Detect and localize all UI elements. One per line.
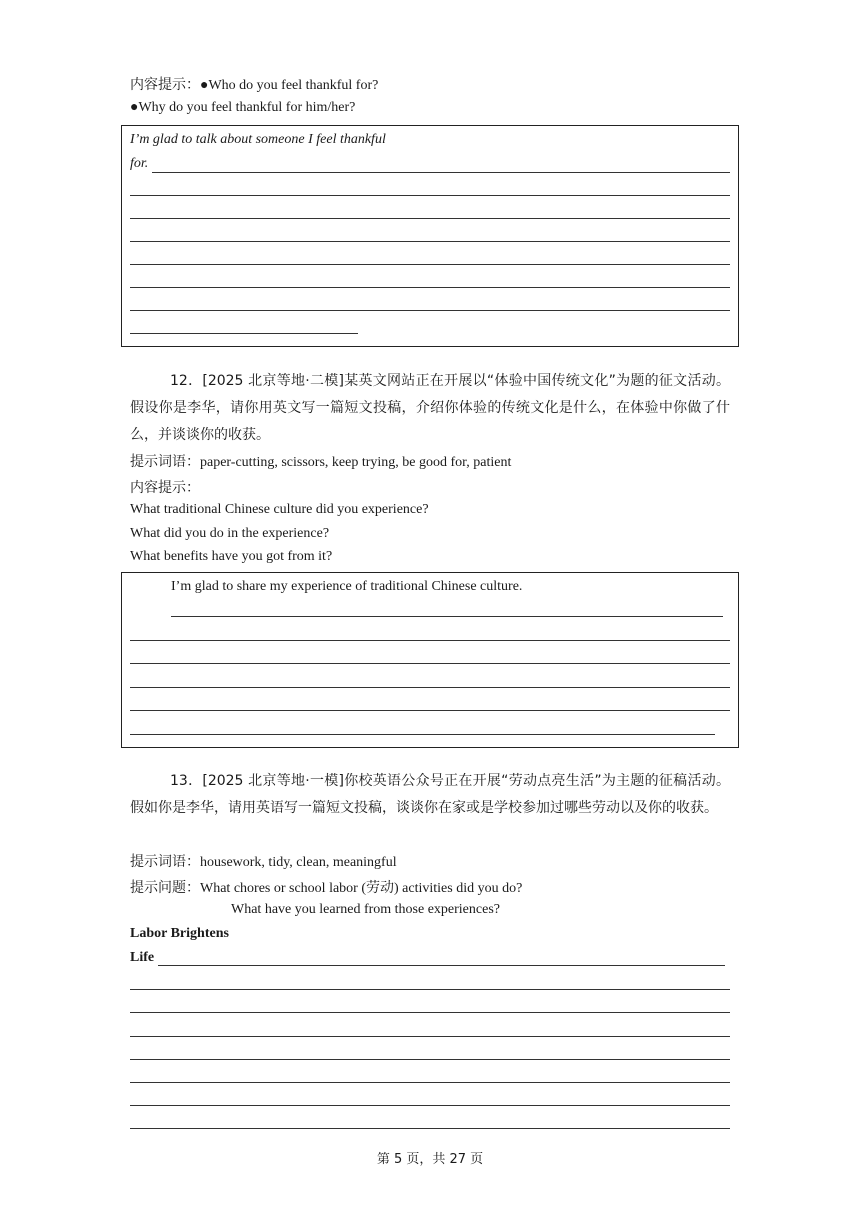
q11-writing-line[interactable] [130, 333, 358, 334]
q11-box-line2: for. [130, 156, 149, 171]
q11-hint-1 [130, 74, 378, 94]
q11-hint-prefix: 内容提示： [130, 77, 200, 93]
q11-hint-q1: ●Who do you feel thankful for? [200, 78, 379, 93]
q13-writing-line[interactable] [130, 1059, 730, 1060]
q13-writing-line[interactable] [130, 1082, 730, 1083]
q13-writing-line[interactable] [130, 1128, 730, 1129]
q13-question-1: 提示问题：What chores or school labor (劳动) activities did you do? [130, 881, 523, 896]
page-footer: 第 5 页，共 27 页 [376, 1152, 484, 1167]
q11-writing-line[interactable] [130, 287, 730, 288]
q13-keywords: 提示词语：housework, tidy, clean, meaningful [130, 855, 397, 870]
q12-keywords: 提示词语：paper-cutting, scissors, keep trying, be good for, patient [130, 455, 512, 470]
q12-question-1: What traditional Chinese culture did you experience? [130, 502, 429, 517]
q12-answer-box [121, 572, 739, 748]
q11-box-line1: I’m glad to talk about someone I feel thankful [130, 132, 386, 147]
q13-writing-line[interactable] [130, 1012, 730, 1013]
q12-writing-line[interactable] [130, 640, 730, 641]
q11-writing-line[interactable] [152, 172, 730, 173]
q13-title-2: Life [130, 950, 155, 965]
q13-prompt: 13．[2025 北京等地·一模]你校英语公众号正在开展“劳动点亮生活”为主题的征稿活动。假如你是李华，请用英语写一篇短文投稿，谈谈你在家或是学校参加过哪些劳动以及你的收获。 [130, 773, 730, 816]
q13-writing-line[interactable] [130, 1036, 730, 1037]
q11-writing-line[interactable] [130, 241, 730, 242]
q11-writing-line[interactable] [130, 310, 730, 311]
q12-writing-line[interactable] [130, 687, 730, 688]
q11-answer-box [121, 125, 739, 347]
q13-title-1: Labor Brightens [130, 926, 229, 941]
q11-writing-line[interactable] [130, 218, 730, 219]
q12-writing-line[interactable] [171, 616, 723, 617]
q11-writing-line[interactable] [130, 264, 730, 265]
q12-writing-line[interactable] [130, 734, 715, 735]
q12-content-label: 内容提示： [130, 480, 200, 496]
q13-question-2: What have you learned from those experiences? [231, 902, 500, 917]
q11-hint-2: ●Why do you feel thankful for him/her? [130, 100, 356, 115]
q12-prompt: 12．[2025 北京等地·二模]某英文网站正在开展以“体验中国传统文化”为题的征文活动。假设你是李华，请你用英文写一篇短文投稿，介绍你体验的传统文化是什么，在体验中你做了什么，并谈谈你的收获。 [130, 373, 730, 443]
q12-question-2: What did you do in the experience? [130, 526, 330, 541]
q11-writing-line[interactable] [130, 195, 730, 196]
q13-writing-line[interactable] [130, 989, 730, 990]
q12-writing-line[interactable] [130, 663, 730, 664]
q12-question-3: What benefits have you got from it? [130, 549, 333, 564]
q13-writing-line[interactable] [130, 1105, 730, 1106]
q12-box-line1: I’m glad to share my experience of traditional Chinese culture. [171, 579, 523, 594]
q13-writing-line[interactable] [158, 965, 725, 966]
q12-writing-line[interactable] [130, 710, 730, 711]
